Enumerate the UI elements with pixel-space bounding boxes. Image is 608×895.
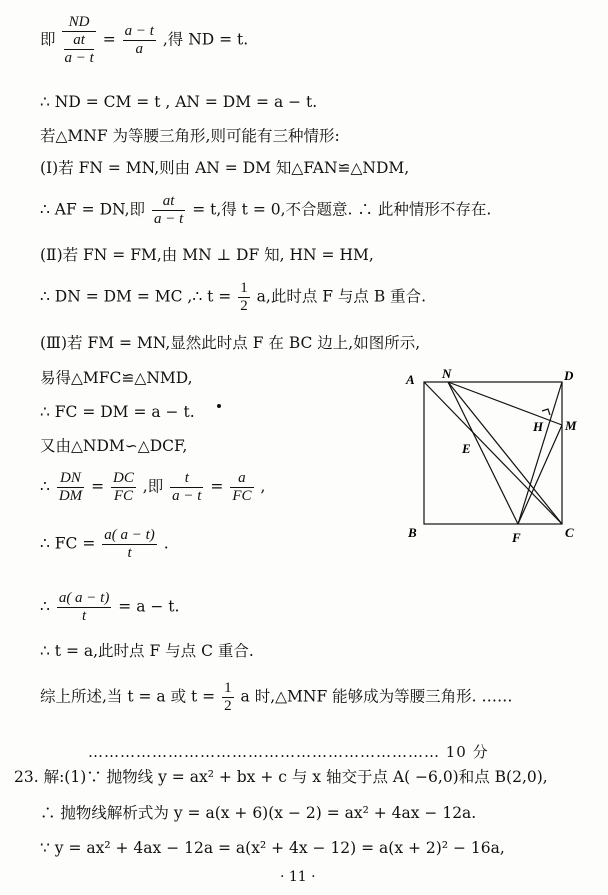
line-18: ∴ 抛物线解析式为 y = a(x + 6)(x − 2) = ax² + 4ax − 12a. [40,804,477,822]
segment-an [424,382,562,524]
stray-dot [217,404,221,408]
label-e: E [462,441,471,456]
line-13: ∴ FC = $\frac{a( a - t)}{t}$ . [40,527,169,561]
line-4: (Ⅰ)若 FN = MN,则由 AN = DM 知△FAN≌△NDM, [40,159,410,177]
line-5: ∴ AF = DN,即 $\frac{at}{a - t}$ = t,得 t = 0,不合题意. ∴ 此种情形不存在. [40,193,492,227]
label-f: F [512,530,521,544]
label-d: D [564,368,574,383]
segment-fm [518,425,562,524]
line-2: ∴ ND = CM = t , AN = DM = a − t. [40,93,318,111]
line-6: (Ⅱ)若 FN = FM,由 MN ⊥ DF 知, HN = HM, [40,246,374,264]
line-7: ∴ DN = DM = MC ,∴ t = $\frac{1}{2}$ a,此时点 F 与点 B 重合. [40,280,427,314]
line-14: ∴ $\frac{a( a - t)}{t}$ = a − t. [40,590,180,624]
label-m: M [565,418,577,433]
segment-nf [448,382,518,524]
fraction-nd: ND at a − t [64,14,94,66]
label-a: A [406,372,415,387]
score-line: ………………………………………………………… 10 分 [88,743,489,761]
line-12: ∴ $\frac{DN}{DM}$ = $\frac{DC}{FC}$ ,即 $\frac{t}{a - t}$ = $\frac{a}{FC}$ , [40,470,266,504]
line-19: ∵ y = ax² + 4ax − 12a = a(x² + 4x − 12) = a(x + 2)² − 16a, [40,839,505,857]
line-11: 又由△NDM∽△DCF, [40,437,188,455]
label-n: N [442,366,452,381]
right-angle-mark [542,409,550,415]
label-h: H [533,419,544,434]
line-8: (Ⅲ)若 FM = MN,显然此时点 F 在 BC 边上,如图所示, [40,334,421,352]
line-16: 综上所述,当 t = a 或 t = $\frac{1}{2}$ a 时,△MNF 能够成为等腰三角形. …… [40,680,513,714]
label-b: B [408,525,417,540]
fraction-a-t-over-a: $\frac{a - t}{a}$ [124,23,154,57]
line-10: ∴ FC = DM = a − t. [40,403,195,421]
line-3: 若△MNF 为等腰三角形,则可能有三种情形: [40,127,340,145]
line-9: 易得△MFC≌△NMD, [40,369,193,387]
line-15: ∴ t = a,此时点 F 与点 C 重合. [40,642,254,660]
segment-df [518,382,562,524]
square-geometry-figure [402,362,592,544]
line-1: 即 ND at a − t = $\frac{a - t}{a}$ ,得 ND = t. [40,14,249,66]
page-number: · 11 · [280,869,316,885]
line-17: 23. 解:(1)∵ 抛物线 y = ax² + bx + c 与 x 轴交于点 A( −6,0)和点 B(2,0), [14,768,548,786]
label-c: C [565,525,574,540]
